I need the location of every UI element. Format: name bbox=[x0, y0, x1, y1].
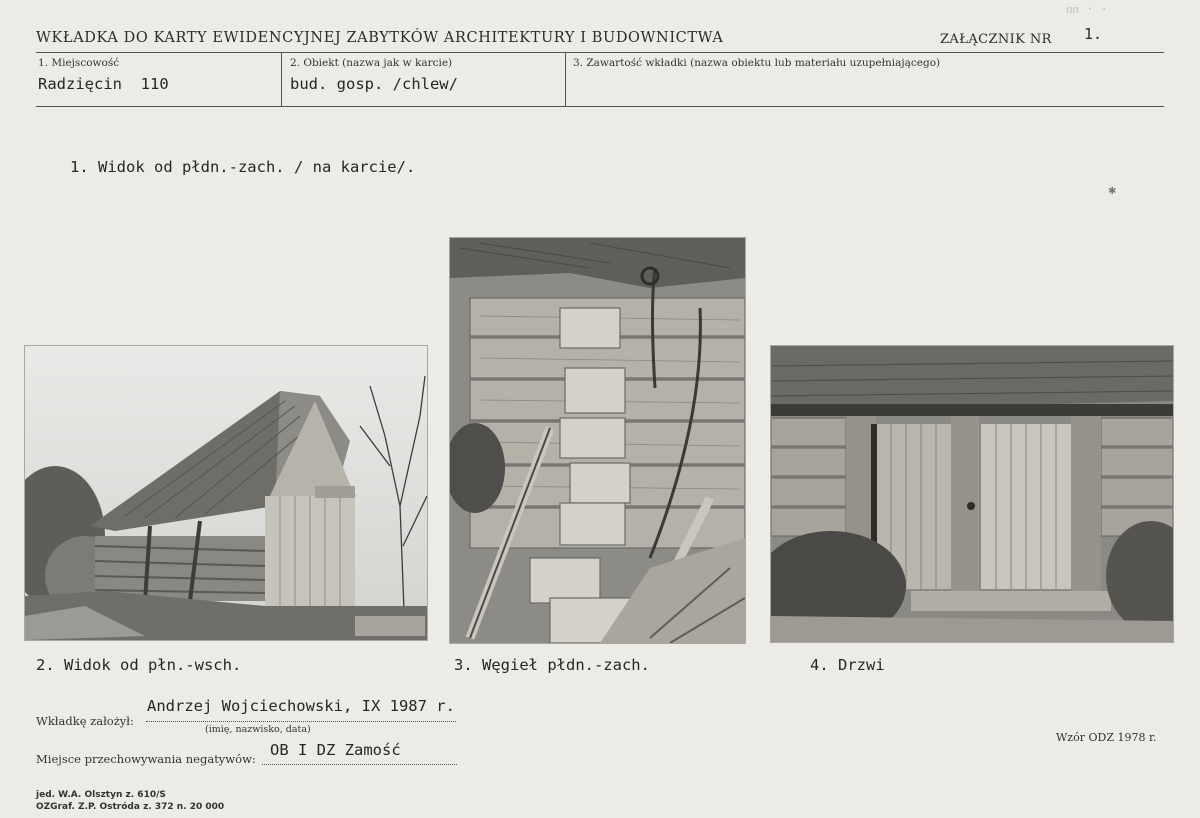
created-by-label: Wkładkę założył: bbox=[36, 714, 134, 728]
photo-doors bbox=[770, 345, 1174, 643]
storage-label: Miejsce przechowywania negatywów: bbox=[36, 752, 256, 766]
speck-mark: ✱ bbox=[1108, 186, 1117, 197]
caption-photo-4: 4. Drzwi bbox=[810, 656, 885, 674]
field-divider-1 bbox=[281, 53, 282, 106]
created-by-value: Andrzej Wojciechowski, IX 1987 r. bbox=[147, 697, 455, 715]
object-value: bud. gosp. /chlew/ bbox=[290, 75, 458, 93]
locality-label: 1. Miejscowość bbox=[38, 57, 120, 69]
locality-value: Radzięcin 110 bbox=[38, 75, 169, 93]
object-label: 2. Obiekt (nazwa jak w karcie) bbox=[290, 57, 453, 69]
attachment-number: 1. bbox=[1084, 25, 1103, 43]
photo-barn-view bbox=[24, 345, 428, 641]
document-title: WKŁADKA DO KARTY EWIDENCYJNEJ ZABYTKÓW ARCHITEKTURY I BUDOWNICTWA bbox=[36, 30, 724, 46]
field-divider-2 bbox=[565, 53, 566, 106]
form-model: Wzór ODZ 1978 r. bbox=[1056, 731, 1157, 744]
storage-line bbox=[262, 764, 457, 765]
photo-note: 1. Widok od płdn.-zach. / na karcie/. bbox=[70, 158, 416, 176]
header-rule bbox=[36, 52, 1164, 53]
printer-line-2: OZGraf. Z.P. Ostróda z. 372 n. 20 000 bbox=[36, 802, 225, 812]
field-rule bbox=[36, 106, 1164, 107]
corner-pencil-mark: ᴨᴨ · · bbox=[1066, 2, 1108, 16]
photo-log-corner bbox=[449, 237, 746, 644]
created-by-line bbox=[146, 721, 456, 722]
storage-value: OB I DZ Zamość bbox=[270, 741, 401, 759]
created-by-hint: (imię, nazwisko, data) bbox=[205, 724, 311, 735]
attachment-label: ZAŁĄCZNIK NR bbox=[940, 32, 1052, 47]
contents-label: 3. Zawartość wkładki (nazwa obiektu lub materiału uzupełniającego) bbox=[573, 57, 941, 69]
printer-line-1: jed. W.A. Olsztyn z. 610/S bbox=[36, 790, 166, 800]
caption-photo-3: 3. Węgieł płdn.-zach. bbox=[454, 656, 650, 674]
caption-photo-2: 2. Widok od płn.-wsch. bbox=[36, 656, 242, 674]
